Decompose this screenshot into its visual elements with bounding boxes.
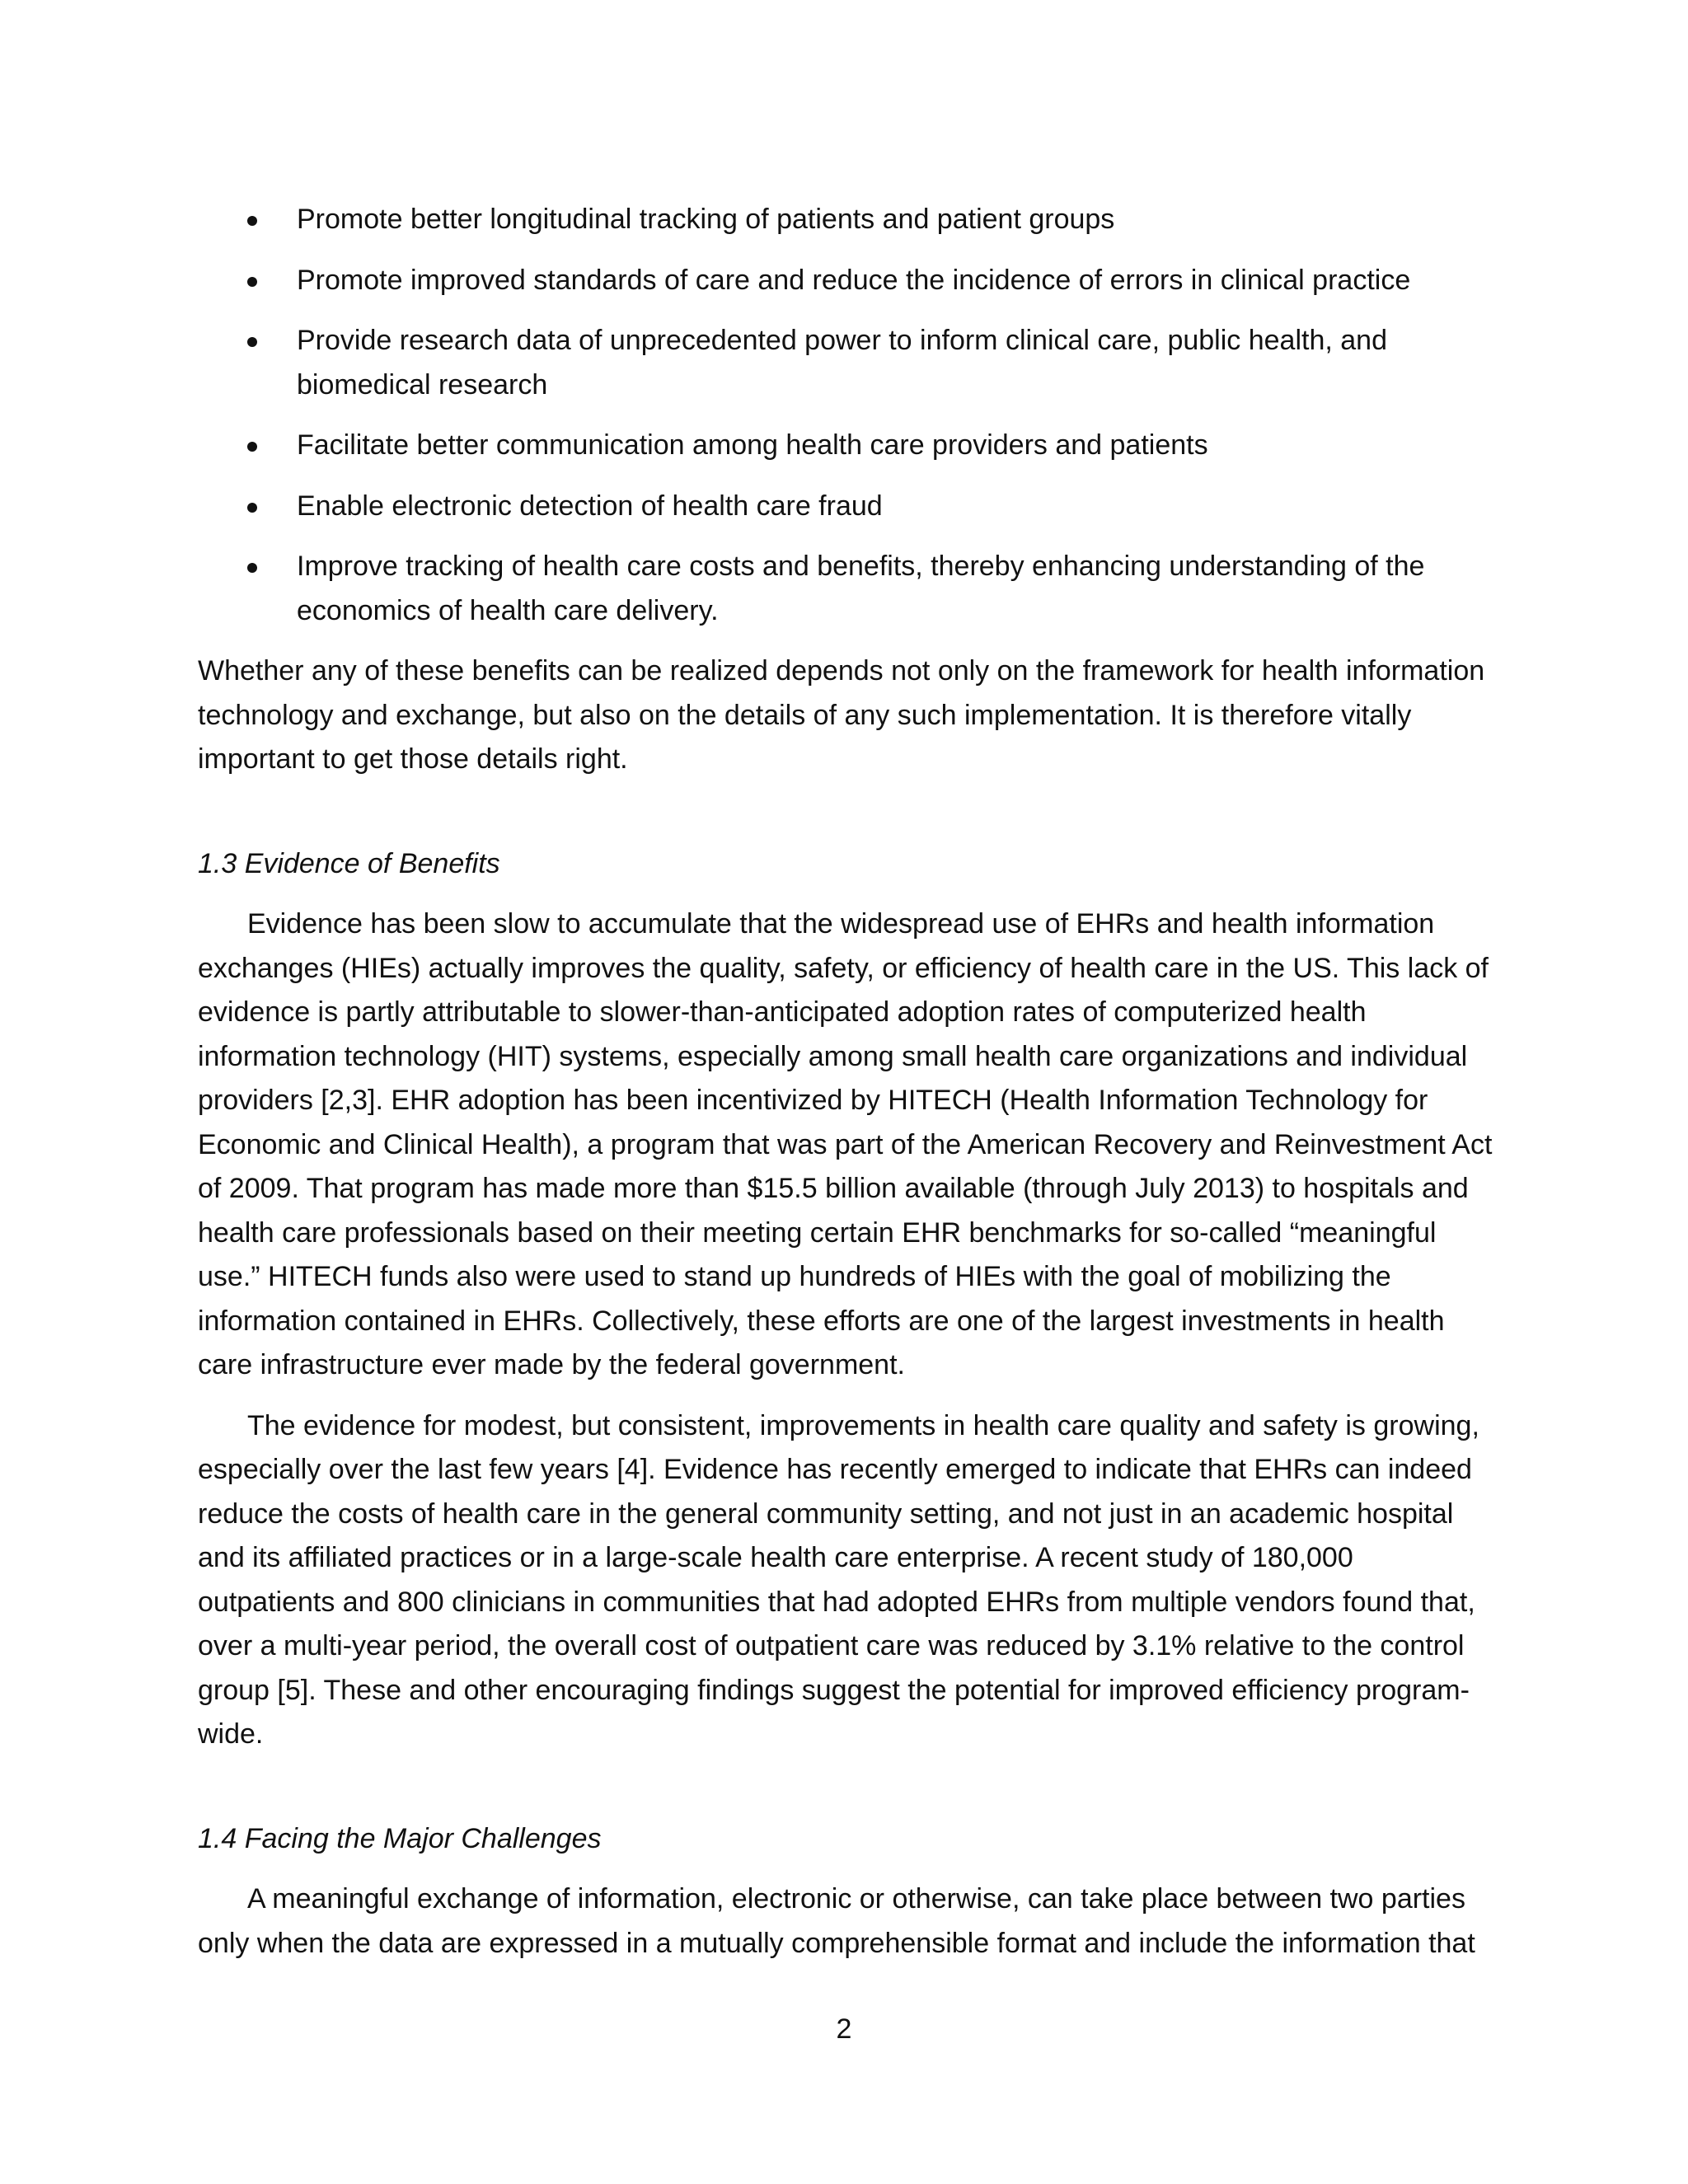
page-content [198, 198, 1496, 1982]
bullet-text: Promote better longitudinal tracking of patients and patient groups [297, 204, 1115, 235]
bullet-text: Improve tracking of health care costs and benefits, thereby enhancing understanding of the economics of health care delivery. [297, 551, 1425, 626]
evidence-paragraph-2: The evidence for modest, but consistent, improvements in health care quality and safety is growing, especially over the last few years [4]. Evidence has recently emerged to indicate that EHRs can indeed reduce the costs of health care in the general community setting, and not just in an academic hospital and its affiliated practices or in a large-scale health care enterprise. A recent study of 180,000 outpatients and 800 clinicians in communities that had adopted EHRs from multiple vendors found that, over a multi-year period, the overall cost of outpatient care was reduced by 3.1% relative to the control group [5]. These and other encouraging findings suggest the potential for improved efficiency program-wide. [198, 1409, 1479, 1750]
bullet-item [198, 259, 1496, 303]
bullet-dot-icon [247, 216, 257, 226]
evidence-paragraph-1: Evidence has been slow to accumulate that the widespread use of EHRs and health information exchanges (HIEs) actually improves the quality, safety, or efficiency of health care in the US. This lack of evidence is partly attributable to slower-than-anticipated adoption rates of computerized health information technology (HIT) systems, especially among small health care organizations and individual providers [2,3]. EHR adoption has been incentivized by HITECH (Health Information Technology for Economic and Clinical Health), a program that was part of the American Recovery and Reinvestment Act of 2009. That program has made more than $15.5 billion available (through July 2013) to hospitals and health care professionals based on their meeting certain EHR benchmarks for so-called “meaningful use.” HITECH funds also were used to stand up hundreds of HIEs with the goal of mobilizing the information contained in EHRs. Collectively, these efforts are one of the largest investments in health care infrastructure ever made by the federal government. [198, 908, 1493, 1380]
bullet-item [198, 424, 1496, 468]
bullet-dot-icon [247, 563, 257, 573]
bullet-dot-icon [247, 442, 257, 452]
bullet-text: Enable electronic detection of health care fraud [297, 490, 883, 522]
bullet-dot-icon [247, 503, 257, 513]
bullet-dot-icon [247, 277, 257, 287]
section-heading-evidence-of-benefits: 1.3 Evidence of Benefits [198, 847, 500, 879]
page-number: 2 [836, 2013, 852, 2045]
bullet-dot-icon [247, 337, 257, 347]
bullet-text: Provide research data of unprecedented power to inform clinical care, public health, and biomedical research [297, 325, 1387, 401]
bullet-item [198, 319, 1496, 407]
bullet-text: Promote improved standards of care and reduce the incidence of errors in clinical practice [297, 264, 1411, 296]
intro-paragraph: Whether any of these benefits can be realized depends not only on the framework for health information technology and exchange, but also on the details of any such implementation. It is therefore vitally important to get those details right. [198, 655, 1485, 775]
bullet-item [198, 545, 1496, 633]
bullet-text: Facilitate better communication among health care providers and patients [297, 429, 1208, 461]
bullet-item [198, 485, 1496, 529]
section-heading-major-challenges: 1.4 Facing the Major Challenges [198, 1822, 602, 1854]
benefits-bullet-list [198, 198, 1496, 633]
bullet-item [198, 198, 1496, 242]
challenges-paragraph-1: A meaningful exchange of information, electronic or otherwise, can take place between two parties only when the data are expressed in a mutually comprehensible format and include the information that [198, 1883, 1475, 1959]
